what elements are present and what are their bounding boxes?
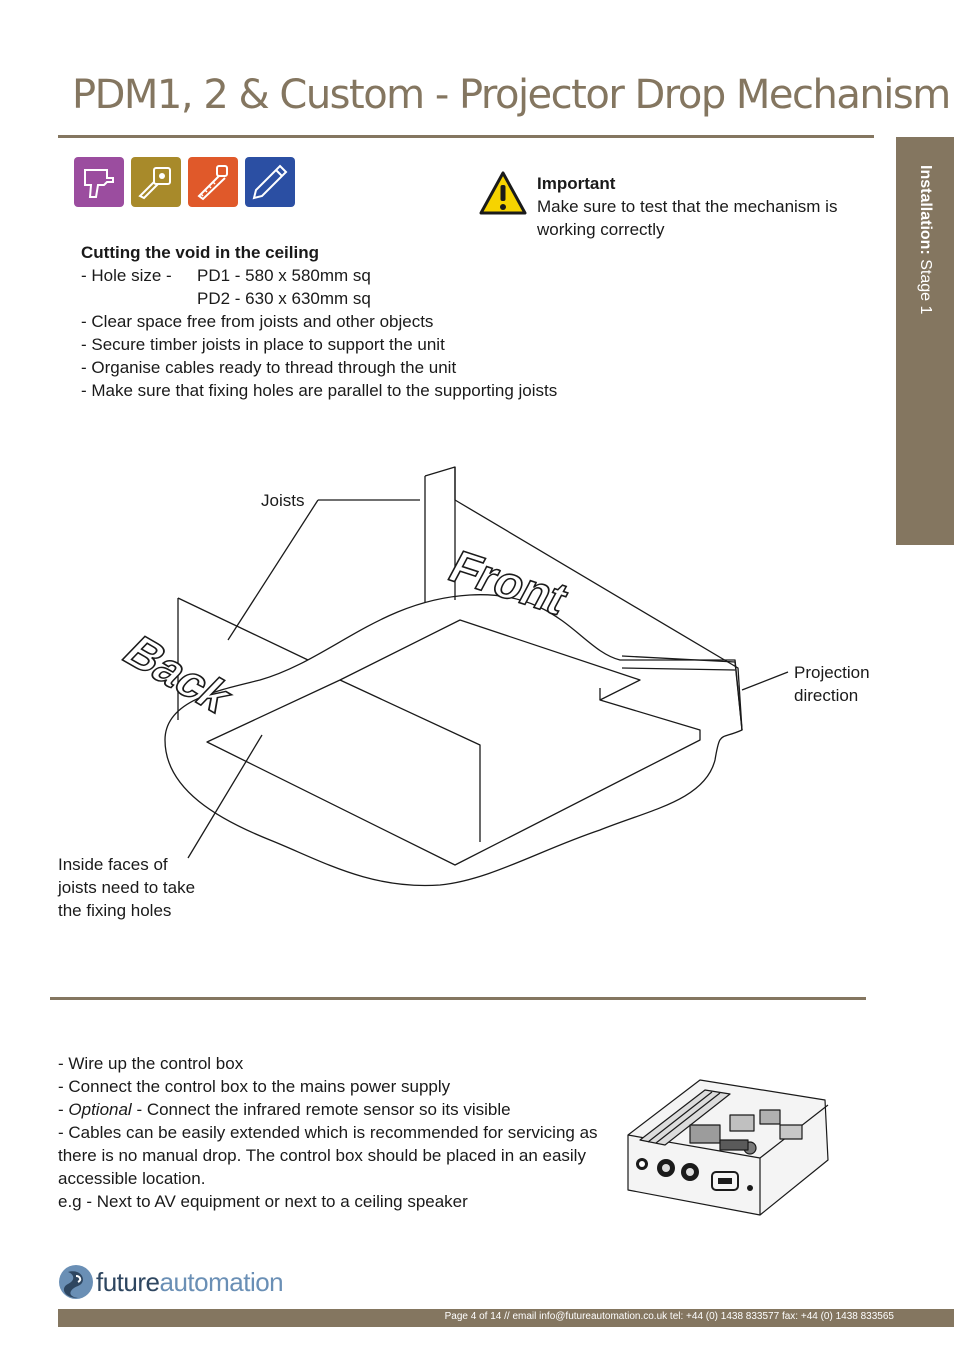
inside-faces-label-line1: Inside faces of xyxy=(58,855,168,874)
back-label: Back xyxy=(112,627,245,721)
cutting-heading: Cutting the void in the ceiling xyxy=(81,243,319,262)
hole-size-pd2: PD2 - 630 x 630mm sq xyxy=(197,289,371,308)
hole-size-pd1: PD1 - 580 x 580mm sq xyxy=(197,266,371,285)
side-tab-label: Installation: Stage 1 xyxy=(917,165,934,315)
logo-swirl-icon xyxy=(56,1262,96,1302)
future-automation-logo xyxy=(56,1262,283,1302)
wiring-item: - Cables can be easily extended which is recommended for servicing as there is no manual drop. The control box should be placed in an easily accessible location. xyxy=(58,1123,598,1188)
projection-label-line2: direction xyxy=(794,686,859,705)
cutting-item: - Organise cables ready to thread through the unit xyxy=(81,358,457,377)
footer-contact-text: Page 4 of 14 // email info@futureautomation.co.uk tel: +44 (0) 1438 833577 fax: +44 (0) 1438 833565 xyxy=(444,1311,894,1322)
logo-wordmark: futureautomation xyxy=(96,1266,284,1297)
wiring-instructions xyxy=(58,1052,598,1213)
right-joist-face xyxy=(425,467,742,730)
wiring-item: - Connect the control box to the mains power supply xyxy=(58,1077,451,1096)
footer-bar xyxy=(58,1309,954,1327)
wiring-item: - Wire up the control box xyxy=(58,1054,244,1073)
cutting-item: - Clear space free from joists and other objects xyxy=(81,312,434,331)
wiring-item: e.g - Next to AV equipment or next to a ceiling speaker xyxy=(58,1192,468,1211)
important-text: Make sure to test that the mechanism is working correctly xyxy=(537,197,838,239)
front-label: Front xyxy=(440,541,577,624)
projection-label-line1: Projection xyxy=(794,663,870,682)
joists-label: Joists xyxy=(261,491,305,510)
section-divider xyxy=(50,997,866,1000)
cutting-item: - Make sure that fixing holes are parallel to the supporting joists xyxy=(81,381,558,400)
page-title: PDM1, 2 & Custom - Projector Drop Mechanism xyxy=(72,72,950,118)
cutting-item: - Secure timber joists in place to support the unit xyxy=(81,335,445,354)
inside-faces-label-line3: the fixing holes xyxy=(58,901,172,920)
hole-size-label: - Hole size - xyxy=(81,266,172,285)
inside-faces-label-line2: joists need to take xyxy=(58,878,196,897)
wiring-item-optional: - Optional - Connect the infrared remote sensor so its visible xyxy=(58,1100,511,1119)
ceiling-outline xyxy=(165,595,742,886)
control-box-illustration xyxy=(620,1070,835,1220)
important-heading: Important xyxy=(537,174,616,193)
